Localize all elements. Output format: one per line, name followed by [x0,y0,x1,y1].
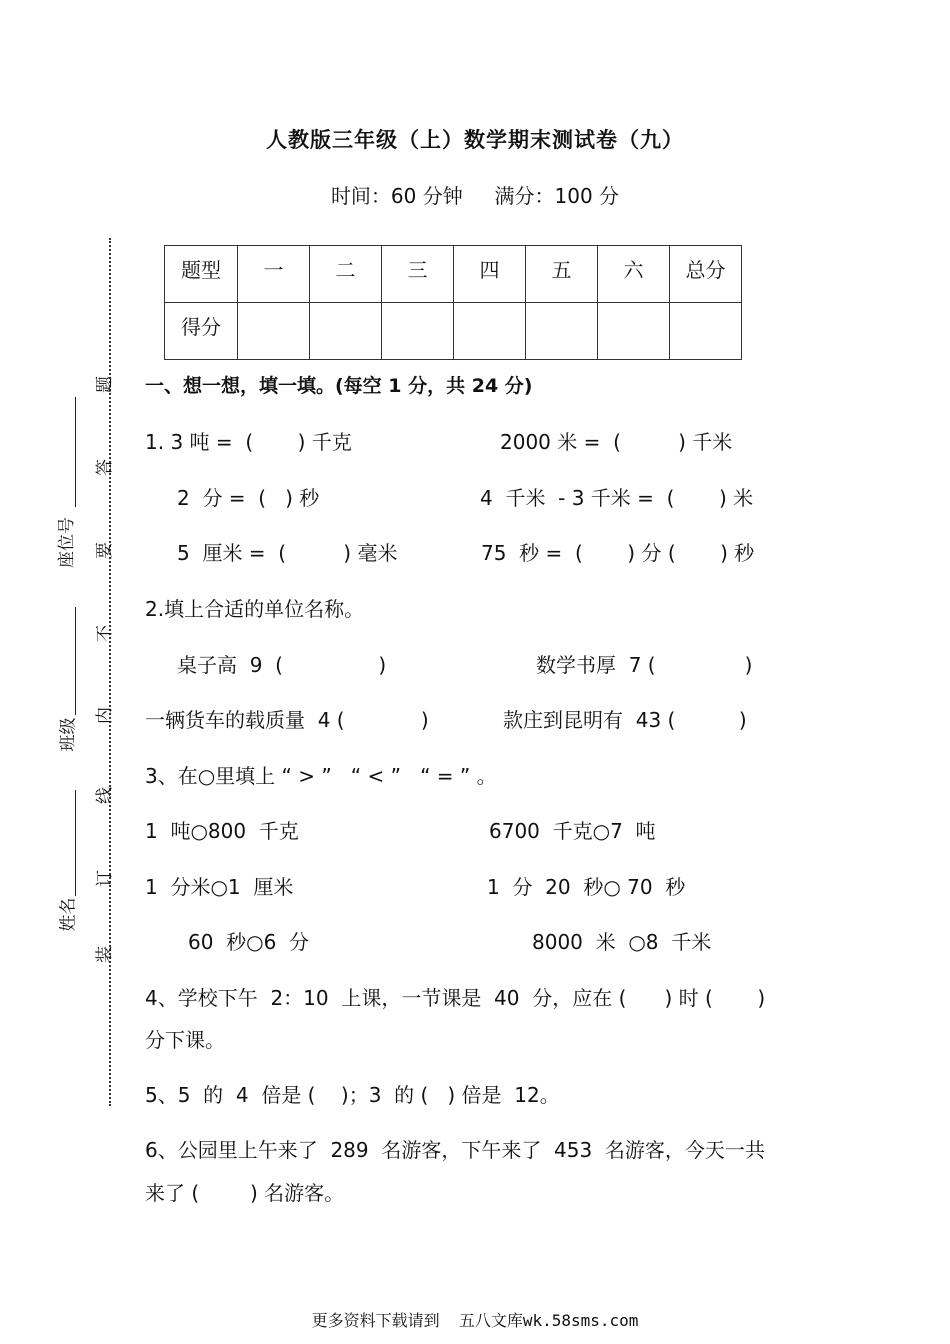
section-heading: 一、想一想，填一填。(每空 1 分，共 24 分) [145,375,533,397]
header-cell: 一 [238,246,310,303]
question-item: 60 秒○6 分 [188,930,310,954]
score-cell[interactable] [454,303,526,360]
exam-info: 时间：60 分钟 满分：100 分 [330,184,620,208]
question-title: 2.填上合适的单位名称。 [145,597,365,621]
binding-instruction-char: 内 [95,707,115,724]
question-item: 4 千米 - 3 千米 = ( ) 米 [480,486,754,510]
header-cell: 题型 [165,246,238,303]
score-table-score-row [165,303,742,360]
score-table [164,245,742,360]
question-item: 来了 ( ) 名游客。 [145,1181,345,1205]
question-item: 1 分米○1 厘米 [145,875,294,899]
score-cell[interactable] [670,303,742,360]
score-cell[interactable] [382,303,454,360]
score-cell[interactable] [526,303,598,360]
question-item: 6、公园里上午来了 289 名游客，下午来了 453 名游客，今天一共 [145,1138,765,1162]
name-blank[interactable] [75,790,76,896]
question-item: 1 吨○800 千克 [145,819,299,843]
question-item: 4、学校下午 2：10 上课，一节课是 40 分，应在 ( ) 时 ( ) [145,986,766,1010]
score-cell[interactable] [238,303,310,360]
question-item: 6700 千克○7 吨 [489,819,656,843]
question-item: 一辆货车的载质量 4 ( ) [145,708,429,732]
score-cell[interactable] [598,303,670,360]
binding-instruction-char: 题 [95,376,115,393]
footer-text: 更多资料下载请到 五八文库wk.58sms.com [311,1311,639,1330]
question-item: 桌子高 9 ( ) [177,653,387,677]
question-item: 75 秒 = ( ) 分 ( ) 秒 [481,541,755,565]
header-cell: 五 [526,246,598,303]
binding-instruction-char: 线 [95,787,115,804]
question-item: 款庄到昆明有 43 ( ) [503,708,747,732]
seat-number-label: 座位号 [57,517,77,568]
question-item: 8000 米 ○8 千米 [532,930,712,954]
question-item: 2 分 = ( ) 秒 [177,486,320,510]
header-cell: 总分 [670,246,742,303]
question-title: 3、在○里填上 “ > ” “ < ” “ = ” 。 [145,764,497,788]
class-label: 班级 [58,717,79,752]
seat-number-blank[interactable] [75,397,76,507]
question-item: 1 分 20 秒○ 70 秒 [487,875,686,899]
binding-instruction-char: 订 [95,870,115,887]
binding-instruction-char: 答 [95,459,115,476]
score-table-header-row [165,246,742,303]
question-item: 1. 3 吨 = ( ) 千克 [145,430,352,454]
class-blank[interactable] [75,607,76,715]
binding-instruction-char: 装 [95,946,115,963]
question-item: 数学书厚 7 ( ) [536,653,753,677]
binding-dotted-line [109,238,111,1106]
question-item: 2000 米 = ( ) 千米 [500,430,733,454]
header-cell: 六 [598,246,670,303]
binding-instruction-char: 不 [95,625,115,642]
binding-instruction-char: 要 [95,542,115,559]
question-item: 分下课。 [145,1028,225,1052]
question-item: 5、5 的 4 倍是 ( )；3 的 ( ) 倍是 12。 [145,1083,560,1107]
header-cell: 三 [382,246,454,303]
name-label: 姓名 [58,897,79,932]
header-cell: 四 [454,246,526,303]
question-item: 5 厘米 = ( ) 毫米 [177,541,398,565]
row-label-cell: 得分 [165,303,238,360]
header-cell: 二 [310,246,382,303]
page-title: 人教版三年级（上）数学期末测试卷（九） [266,128,684,152]
score-cell[interactable] [310,303,382,360]
